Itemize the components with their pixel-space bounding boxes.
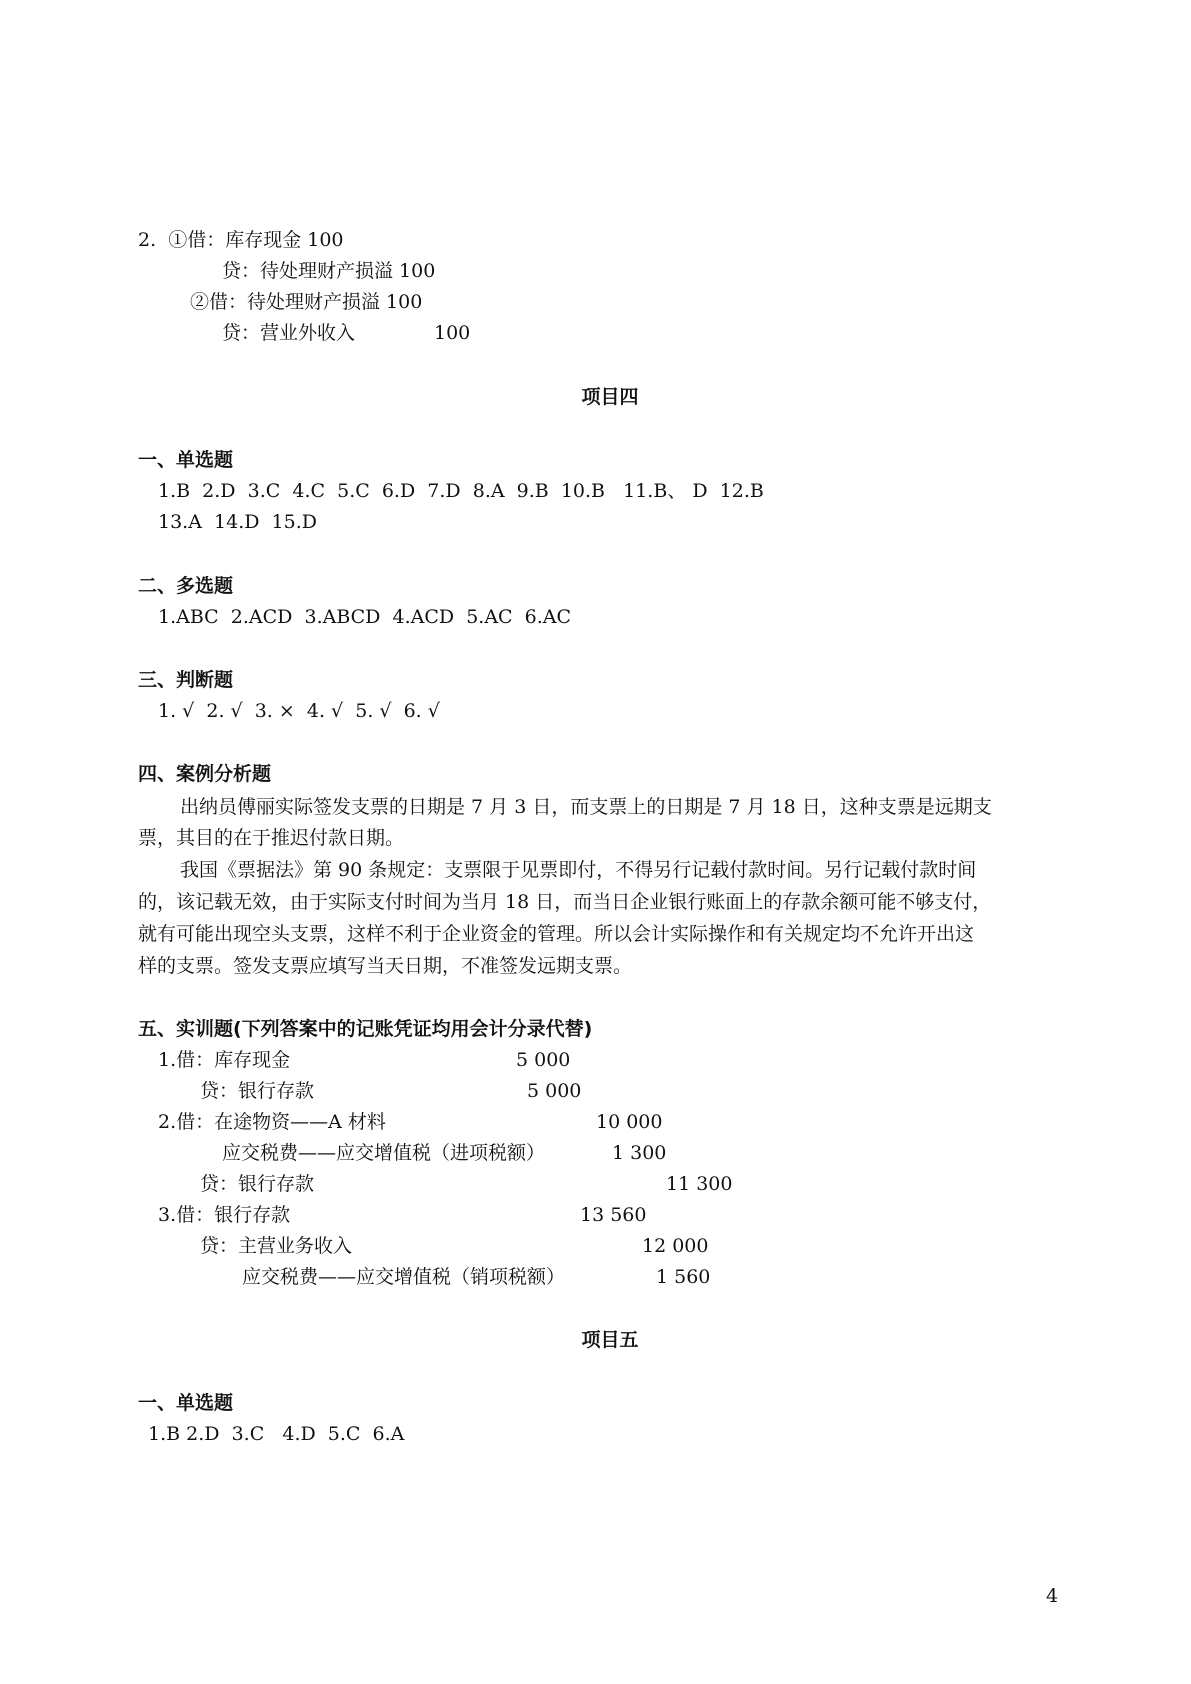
answer-row: 1. √ 2. √ 3. × 4. √ 5. √ 6. √	[158, 700, 440, 722]
paragraph-line: 出纳员傅丽实际签发支票的日期是 7 月 3 日，而支票上的日期是 7 月 18 日，这种支票是远期支	[180, 796, 992, 818]
entry-amount: 5 000	[527, 1080, 582, 1102]
entry-line: 贷：待处理财产损溢 100	[222, 260, 436, 282]
entry-amount: 12 000	[642, 1235, 709, 1257]
section-heading: 二、多选题	[138, 575, 234, 597]
paragraph-line: 就有可能出现空头支票，这样不利于企业资金的管理。所以会计实际操作和有关规定均不允许开出这	[138, 923, 975, 945]
entry-line: 2.借：在途物资——A 材料	[158, 1111, 386, 1133]
paragraph-line: 样的支票。签发支票应填写当天日期，不准签发远期支票。	[138, 955, 633, 977]
section-heading: 一、单选题	[138, 449, 234, 471]
entry-amount: 100	[434, 322, 471, 344]
entry-amount: 13 560	[580, 1204, 647, 1226]
entry-line: 贷：银行存款	[200, 1080, 315, 1102]
entry-amount: 1 560	[656, 1266, 711, 1288]
section-heading: 五、实训题(下列答案中的记账凭证均用会计分录代替)	[138, 1018, 593, 1040]
section-heading: 三、判断题	[138, 669, 234, 691]
paragraph-line: 我国《票据法》第 90 条规定：支票限于见票即付，不得另行记载付款时间。另行记载付款时间	[180, 859, 977, 881]
entry-line: 3.借：银行存款	[158, 1204, 291, 1226]
entry-amount: 10 000	[596, 1111, 663, 1133]
entry-amount: 5 000	[516, 1049, 571, 1071]
entry-line: 2. ①借：库存现金 100	[138, 229, 344, 251]
section-heading: 一、单选题	[138, 1392, 234, 1414]
paragraph-line: 的，该记载无效，由于实际支付时间为当月 18 日，而当日企业银行账面上的存款余额可能不够支付，	[138, 891, 992, 913]
entry-line: 贷：银行存款	[200, 1173, 315, 1195]
entry-line: 应交税费——应交增值税（进项税额）	[222, 1142, 546, 1164]
answer-row: 1.ABC 2.ACD 3.ABCD 4.ACD 5.AC 6.AC	[158, 606, 572, 628]
answer-row: 1.B 2.D 3.C 4.D 5.C 6.A	[148, 1423, 405, 1445]
page-number: 4	[1046, 1585, 1059, 1607]
answer-row: 13.A 14.D 15.D	[158, 511, 317, 533]
section-title: 项目五	[581, 1329, 639, 1351]
paragraph-line: 票，其目的在于推迟付款日期。	[138, 827, 405, 849]
section-title: 项目四	[581, 386, 639, 408]
entry-line: 1.借：库存现金	[158, 1049, 291, 1071]
section-heading: 四、案例分析题	[138, 763, 272, 785]
entry-amount: 11 300	[666, 1173, 733, 1195]
answer-row: 1.B 2.D 3.C 4.C 5.C 6.D 7.D 8.A 9.B 10.B 11.B、 D 12.B	[158, 480, 764, 502]
entry-line: 贷：营业外收入	[222, 322, 356, 344]
entry-line: 应交税费——应交增值税（销项税额）	[242, 1266, 566, 1288]
entry-line: ②借：待处理财产损溢 100	[190, 291, 423, 313]
entry-amount: 1 300	[612, 1142, 667, 1164]
entry-line: 贷：主营业务收入	[200, 1235, 353, 1257]
